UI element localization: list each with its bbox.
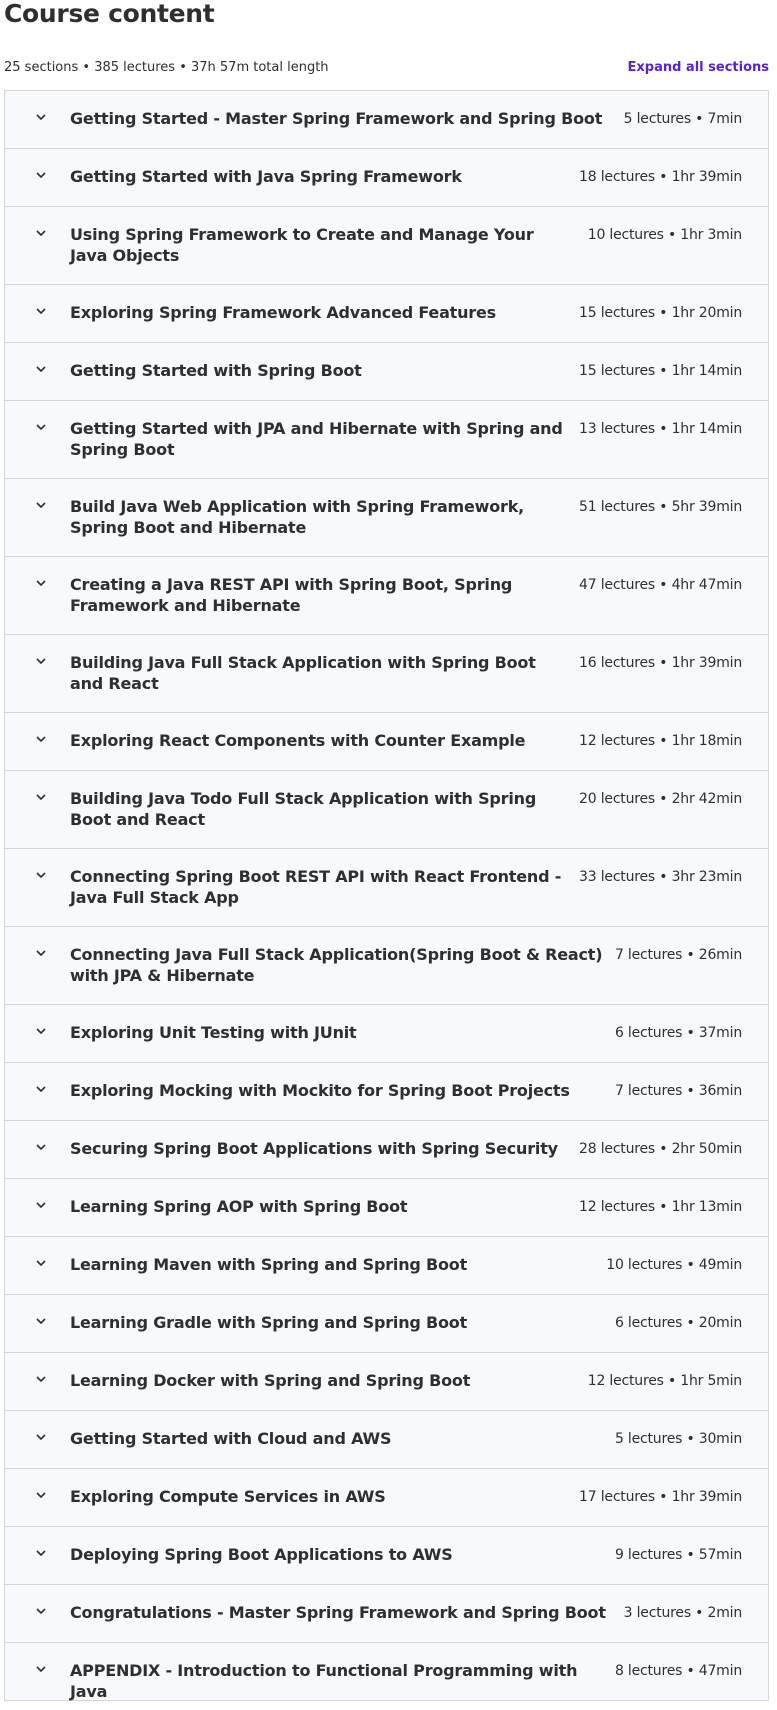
section-title: Build Java Web Application with Spring Framework, Spring Boot and Hibernate [70,497,525,537]
chevron-down-icon [35,1489,47,1501]
section-row[interactable] [5,1469,768,1527]
section-lecture-count: 17 lectures • 1hr 39min [579,1489,742,1505]
section-title: Exploring Unit Testing with JUnit [70,1023,357,1042]
section-row[interactable] [5,771,768,849]
section-title: Securing Spring Boot Applications with Spring Security [70,1139,558,1158]
section-title: Exploring Spring Framework Advanced Features [70,303,496,322]
section-row[interactable] [5,1643,768,1701]
chevron-down-icon [35,227,47,239]
section-row[interactable] [5,1295,768,1353]
section-row[interactable] [5,285,768,343]
section-title: Connecting Java Full Stack Application(Spring Boot & React) with JPA & Hibernate [70,945,603,985]
section-row[interactable] [5,927,768,1005]
section-title: Creating a Java REST API with Spring Boot, Spring Framework and Hibernate [70,575,513,615]
section-title: Learning Maven with Spring and Spring Boot [70,1255,468,1274]
expand-all-sections-button[interactable]: Expand all sections [627,59,769,75]
section-lecture-count: 10 lectures • 49min [606,1257,742,1273]
chevron-down-icon [35,1025,47,1037]
section-row[interactable] [5,1237,768,1295]
section-lecture-count: 12 lectures • 1hr 13min [579,1199,742,1215]
chevron-down-icon [35,1141,47,1153]
page-title: Course content [4,0,215,28]
section-lecture-count: 13 lectures • 1hr 14min [579,421,742,437]
section-title: Exploring Mocking with Mockito for Spring Boot Projects [70,1081,570,1100]
section-row[interactable] [5,849,768,927]
section-row[interactable] [5,1063,768,1121]
chevron-down-icon [35,1605,47,1617]
chevron-down-icon [35,421,47,433]
chevron-down-icon [35,1547,47,1559]
section-title: Building Java Full Stack Application with Spring Boot and React [70,653,536,693]
section-row[interactable] [5,1585,768,1643]
section-lecture-count: 6 lectures • 20min [614,1315,742,1331]
section-row[interactable] [5,207,768,285]
section-lecture-count: 28 lectures • 2hr 50min [579,1141,742,1157]
chevron-down-icon [35,1315,47,1327]
section-lecture-count: 9 lectures • 57min [614,1547,742,1563]
section-title: Building Java Todo Full Stack Application with Spring Boot and React [70,789,537,829]
section-lecture-count: 16 lectures • 1hr 39min [579,655,742,671]
section-row[interactable] [5,713,768,771]
chevron-down-icon [35,1257,47,1269]
section-lecture-count: 51 lectures • 5hr 39min [579,499,742,515]
section-title: Deploying Spring Boot Applications to AWS [70,1545,453,1564]
section-row[interactable] [5,1411,768,1469]
section-row[interactable] [5,149,768,207]
section-title: Using Spring Framework to Create and Manage Your Java Objects [70,225,534,265]
chevron-down-icon [35,111,47,123]
course-summary-row [0,58,769,76]
section-row[interactable] [5,1121,768,1179]
section-lecture-count: 7 lectures • 36min [614,1083,742,1099]
section-title: Learning Gradle with Spring and Spring Boot [70,1313,468,1332]
section-row[interactable] [5,1179,768,1237]
section-lecture-count: 10 lectures • 1hr 3min [587,227,742,243]
section-title: Getting Started with Spring Boot [70,361,362,380]
section-title: Exploring Compute Services in AWS [70,1487,386,1506]
course-summary: 25 sections • 385 lectures • 37h 57m total length [4,59,329,75]
chevron-down-icon [35,947,47,959]
chevron-down-icon [35,363,47,375]
chevron-down-icon [35,655,47,667]
section-lecture-count: 33 lectures • 3hr 23min [579,869,742,885]
section-lecture-count: 5 lectures • 7min [623,111,742,127]
section-lecture-count: 47 lectures • 4hr 47min [579,577,742,593]
section-title: APPENDIX - Introduction to Functional Programming with Java [70,1661,578,1701]
section-lecture-count: 15 lectures • 1hr 14min [579,363,742,379]
chevron-down-icon [35,733,47,745]
chevron-down-icon [35,869,47,881]
chevron-down-icon [35,499,47,511]
section-row[interactable] [5,91,768,149]
section-lecture-count: 5 lectures • 30min [614,1431,742,1447]
section-title: Getting Started with JPA and Hibernate with Spring and Spring Boot [70,419,563,459]
section-row[interactable] [5,1353,768,1411]
chevron-down-icon [35,1199,47,1211]
section-title: Connecting Spring Boot REST API with React Frontend - Java Full Stack App [70,867,562,907]
chevron-down-icon [35,169,47,181]
section-row[interactable] [5,401,768,479]
section-lecture-count: 18 lectures • 1hr 39min [579,169,742,185]
section-row[interactable] [5,1005,768,1063]
chevron-down-icon [35,1373,47,1385]
section-title: Getting Started - Master Spring Framework and Spring Boot [70,109,603,128]
chevron-down-icon [35,577,47,589]
section-lecture-count: 7 lectures • 26min [614,947,742,963]
section-row[interactable] [5,479,768,557]
section-lecture-count: 20 lectures • 2hr 42min [579,791,742,807]
chevron-down-icon [35,1083,47,1095]
section-title: Exploring React Components with Counter Example [70,731,526,750]
chevron-down-icon [35,791,47,803]
section-row[interactable] [5,1527,768,1585]
section-title: Congratulations - Master Spring Framework and Spring Boot [70,1603,606,1622]
chevron-down-icon [35,1431,47,1443]
section-row[interactable] [5,343,768,401]
section-lecture-count: 6 lectures • 37min [614,1025,742,1041]
section-title: Learning Spring AOP with Spring Boot [70,1197,408,1216]
chevron-down-icon [35,305,47,317]
section-lecture-count: 8 lectures • 47min [614,1663,742,1679]
section-title: Getting Started with Cloud and AWS [70,1429,392,1448]
chevron-down-icon [35,1663,47,1675]
section-title: Getting Started with Java Spring Framework [70,167,462,186]
section-row[interactable] [5,557,768,635]
section-lecture-count: 12 lectures • 1hr 5min [587,1373,742,1389]
section-lecture-count: 15 lectures • 1hr 20min [579,305,742,321]
section-lecture-count: 12 lectures • 1hr 18min [579,733,742,749]
sections-list [4,90,769,1701]
section-title: Learning Docker with Spring and Spring Boot [70,1371,471,1390]
section-row[interactable] [5,635,768,713]
section-lecture-count: 3 lectures • 2min [623,1605,742,1621]
